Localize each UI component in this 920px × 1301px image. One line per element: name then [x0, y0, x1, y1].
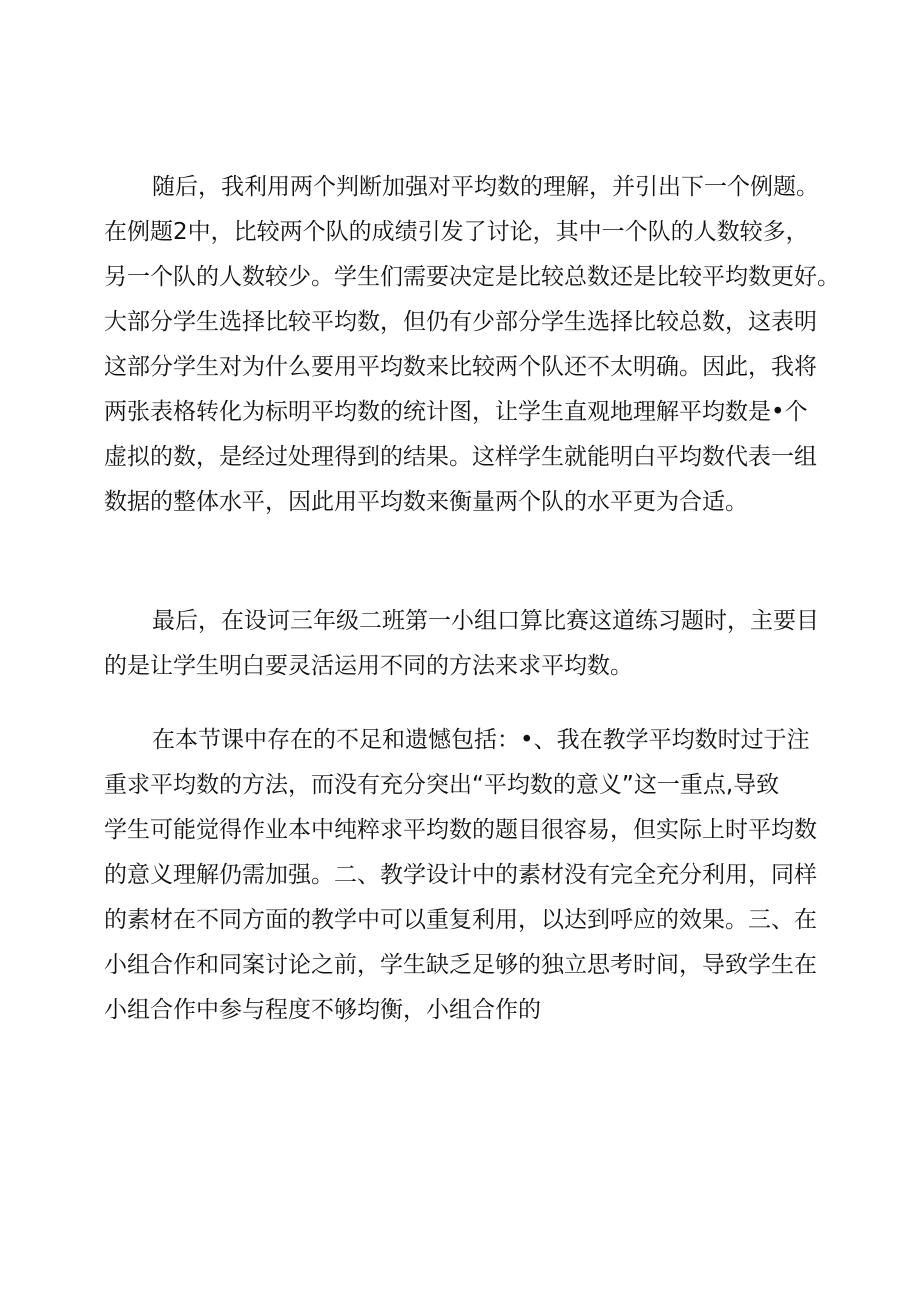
text-line: 学生可能觉得作业本中纯粹求平均数的题目很容易，但实际上时平均数: [104, 817, 817, 843]
paragraph-practice-exercise: [104, 599, 834, 689]
text-line: 小组合作和同案讨论之前，学生缺乏足够的独立思考时间，导致学生在: [104, 952, 817, 978]
text-line: 的意义理解仍需加强。二、教学设计中的素材没有完全充分利用，同样: [104, 862, 817, 888]
text-line: 小组合作中参与程度不够均衡，小组合作的: [104, 997, 541, 1023]
paragraph-shortcomings: [104, 718, 834, 1033]
text-line: 在本节课中存在的不足和遗憾包括：•、我在教学平均数时过于注: [152, 727, 810, 753]
text-line: 两张表格转化为标明平均数的统计图，让学生直观地理解平均数是•个: [104, 399, 808, 425]
text-line: 在例题2中，比较两个队的成绩引发了讨论，其中一个队的人数较多，: [104, 219, 809, 245]
text-line: 虚拟的数，是经过处理得到的结果。这样学生就能明白平均数代表一组: [104, 444, 817, 470]
paragraph-average-comparison: [104, 165, 840, 525]
text-line: 最后，在设诃三年级二班第一小组口算比赛这道练习题时，主要目: [152, 608, 819, 634]
text-line: 另一个队的人数较少。学生们需要决定是比较总数还是比较平均数更好。: [104, 264, 840, 290]
text-line: 的是让学生明白要灵活运用不同的方法来求平均数。: [104, 653, 633, 679]
text-line: 的素材在不同方面的教学中可以重复利用，以达到呼应的效果。三、在: [104, 907, 817, 933]
text-line: 大部分学生选择比较平均数，但仍有少部分学生选择比较总数，这表明: [104, 309, 817, 335]
text-line: 重求平均数的方法，而没有充分突出“平均数的意义”这一重点,导致: [104, 772, 780, 798]
text-line: 数据的整体水平，因此用平均数来衡量两个队的水平更为合适。: [104, 489, 748, 515]
text-line: 这部分学生对为什么要用平均数来比较两个队还不太明确。因此，我将: [104, 354, 817, 380]
text-line: 随后，我利用两个判断加强对平均数的理解，并引出下一个例题。: [152, 174, 819, 200]
